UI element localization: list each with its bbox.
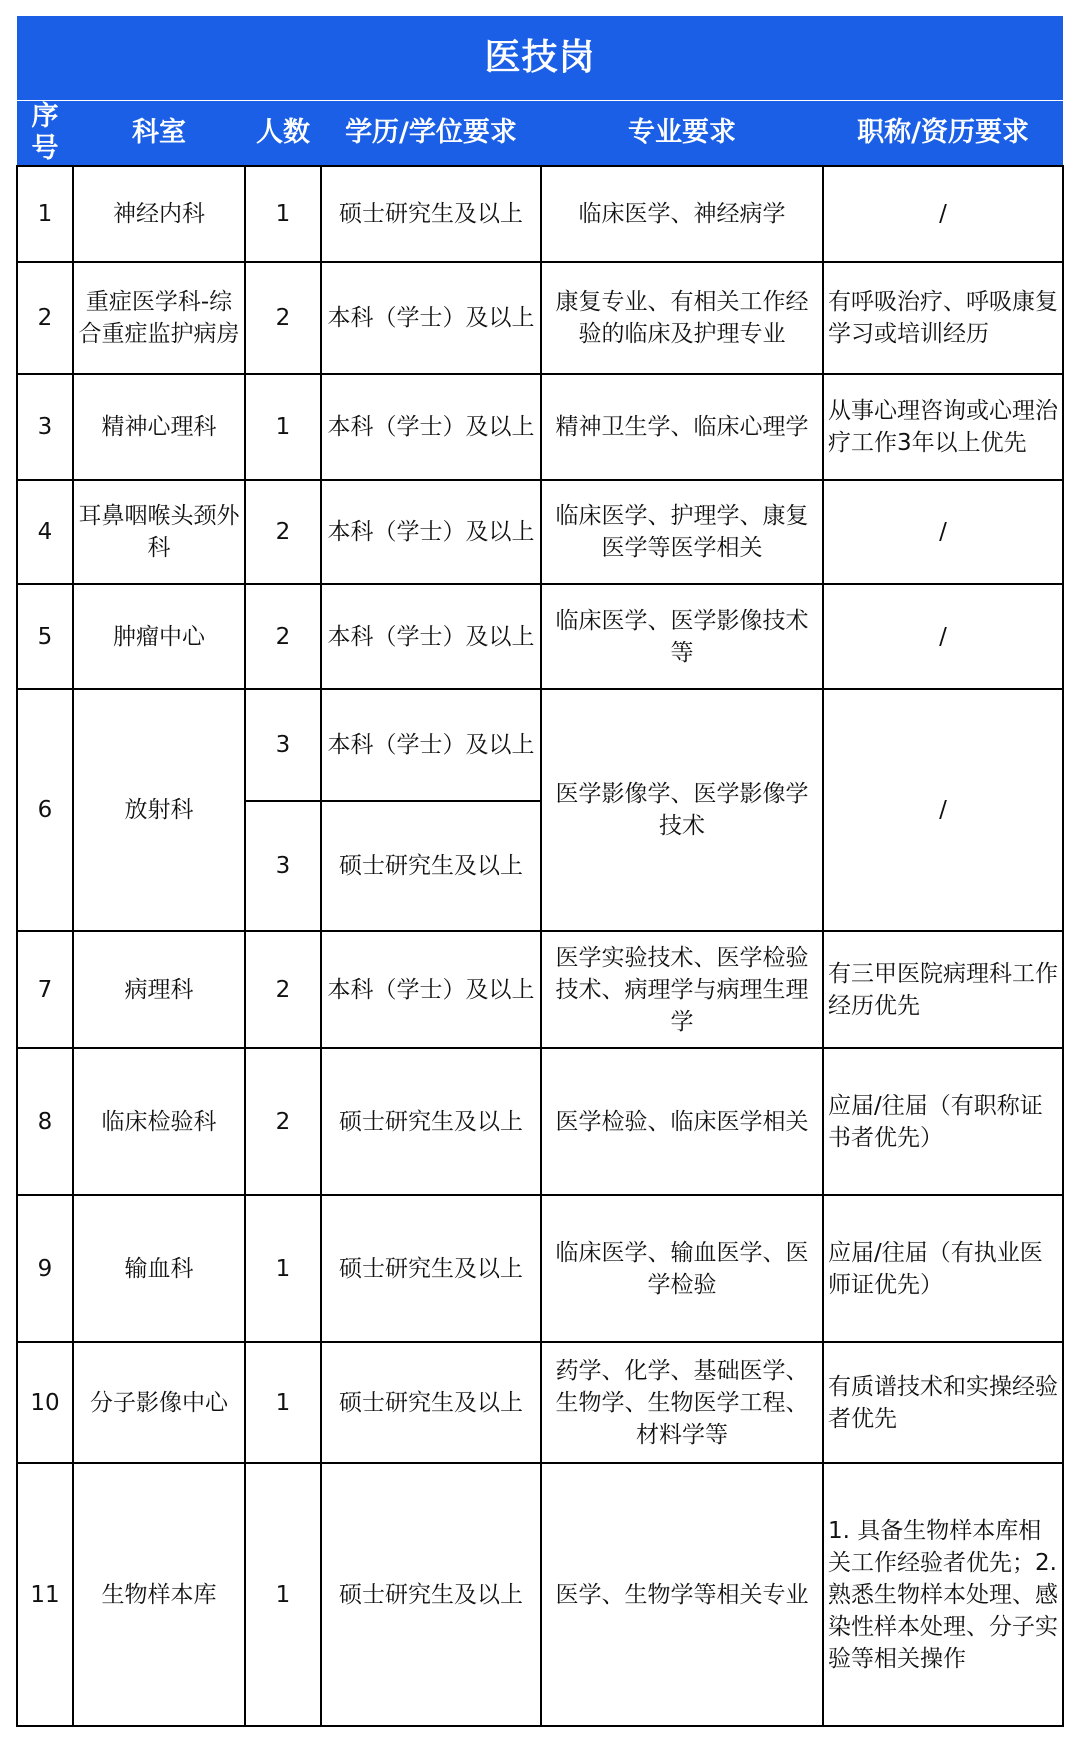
cell-count: 1 xyxy=(245,1195,321,1342)
cell-dept: 神经内科 xyxy=(73,166,245,262)
cell-title-requirement: 应届/往届（有执业医师证优先） xyxy=(823,1195,1063,1342)
cell-dept: 输血科 xyxy=(73,1195,245,1342)
cell-title-requirement: 有质谱技术和实操经验者优先 xyxy=(823,1342,1063,1463)
cell-education: 硕士研究生及以上 xyxy=(321,166,541,262)
recruitment-table-container xyxy=(16,16,1062,1727)
cell-major: 临床医学、护理学、康复医学等医学相关 xyxy=(541,480,823,584)
cell-major: 医学影像学、医学影像学技术 xyxy=(541,689,823,931)
cell-major: 医学检验、临床医学相关 xyxy=(541,1048,823,1195)
table-row xyxy=(17,1048,1063,1195)
cell-education: 本科（学士）及以上 xyxy=(321,584,541,689)
cell-education: 本科（学士）及以上 xyxy=(321,374,541,480)
cell-major: 医学、生物学等相关专业 xyxy=(541,1463,823,1726)
cell-education: 本科（学士）及以上 xyxy=(321,480,541,584)
cell-no: 11 xyxy=(17,1463,73,1726)
cell-major: 临床医学、神经病学 xyxy=(541,166,823,262)
cell-education: 本科（学士）及以上 xyxy=(321,689,541,801)
cell-dept: 临床检验科 xyxy=(73,1048,245,1195)
cell-no: 6 xyxy=(17,689,73,931)
cell-title-requirement: 应届/往届（有职称证书者优先） xyxy=(823,1048,1063,1195)
cell-count: 2 xyxy=(245,262,321,374)
cell-dept: 精神心理科 xyxy=(73,374,245,480)
cell-no: 1 xyxy=(17,166,73,262)
table-row xyxy=(17,166,1063,262)
table-row xyxy=(17,262,1063,374)
cell-major: 临床医学、医学影像技术等 xyxy=(541,584,823,689)
header-title-requirement: 职称/资历要求 xyxy=(823,101,1063,167)
cell-no: 5 xyxy=(17,584,73,689)
cell-count: 3 xyxy=(245,689,321,801)
cell-no: 9 xyxy=(17,1195,73,1342)
table-row xyxy=(17,584,1063,689)
header-major: 专业要求 xyxy=(541,101,823,167)
table-title: 医技岗 xyxy=(17,16,1063,101)
cell-count: 3 xyxy=(245,801,321,931)
cell-education: 本科（学士）及以上 xyxy=(321,262,541,374)
table-row xyxy=(17,931,1063,1048)
cell-count: 2 xyxy=(245,1048,321,1195)
header-education: 学历/学位要求 xyxy=(321,101,541,167)
table-row xyxy=(17,1342,1063,1463)
cell-title-requirement: 有呼吸治疗、呼吸康复学习或培训经历 xyxy=(823,262,1063,374)
cell-title-requirement: / xyxy=(823,166,1063,262)
table-row xyxy=(17,1195,1063,1342)
cell-no: 8 xyxy=(17,1048,73,1195)
recruitment-table xyxy=(16,16,1064,1727)
cell-dept: 生物样本库 xyxy=(73,1463,245,1726)
cell-dept: 重症医学科-综合重症监护病房 xyxy=(73,262,245,374)
header-dept: 科室 xyxy=(73,101,245,167)
cell-education: 硕士研究生及以上 xyxy=(321,801,541,931)
cell-no: 3 xyxy=(17,374,73,480)
cell-title-requirement: / xyxy=(823,480,1063,584)
cell-no: 2 xyxy=(17,262,73,374)
table-row xyxy=(17,480,1063,584)
cell-dept: 放射科 xyxy=(73,689,245,931)
cell-dept: 分子影像中心 xyxy=(73,1342,245,1463)
cell-count: 1 xyxy=(245,1463,321,1726)
cell-count: 2 xyxy=(245,480,321,584)
cell-major: 药学、化学、基础医学、生物学、生物医学工程、材料学等 xyxy=(541,1342,823,1463)
cell-no: 7 xyxy=(17,931,73,1048)
cell-major: 临床医学、输血医学、医学检验 xyxy=(541,1195,823,1342)
cell-education: 硕士研究生及以上 xyxy=(321,1342,541,1463)
cell-education: 本科（学士）及以上 xyxy=(321,931,541,1048)
cell-major: 精神卫生学、临床心理学 xyxy=(541,374,823,480)
cell-title-requirement: 从事心理咨询或心理治疗工作3年以上优先 xyxy=(823,374,1063,480)
cell-dept: 病理科 xyxy=(73,931,245,1048)
cell-dept: 耳鼻咽喉头颈外科 xyxy=(73,480,245,584)
cell-count: 2 xyxy=(245,931,321,1048)
cell-major: 医学实验技术、医学检验技术、病理学与病理生理学 xyxy=(541,931,823,1048)
cell-major: 康复专业、有相关工作经验的临床及护理专业 xyxy=(541,262,823,374)
header-no: 序号 xyxy=(17,101,73,167)
cell-title-requirement: 有三甲医院病理科工作经历优先 xyxy=(823,931,1063,1048)
cell-count: 1 xyxy=(245,1342,321,1463)
table-row xyxy=(17,1463,1063,1726)
cell-count: 1 xyxy=(245,374,321,480)
cell-title-requirement: / xyxy=(823,689,1063,931)
cell-no: 4 xyxy=(17,480,73,584)
cell-count: 1 xyxy=(245,166,321,262)
table-row xyxy=(17,689,1063,801)
cell-title-requirement: / xyxy=(823,584,1063,689)
cell-education: 硕士研究生及以上 xyxy=(321,1463,541,1726)
cell-education: 硕士研究生及以上 xyxy=(321,1048,541,1195)
cell-count: 2 xyxy=(245,584,321,689)
cell-education: 硕士研究生及以上 xyxy=(321,1195,541,1342)
cell-title-requirement: 1. 具备生物样本库相关工作经验者优先；2. 熟悉生物样本处理、感染性样本处理、分子实验等相关操作 xyxy=(823,1463,1063,1726)
header-count: 人数 xyxy=(245,101,321,167)
cell-no: 10 xyxy=(17,1342,73,1463)
cell-dept: 肿瘤中心 xyxy=(73,584,245,689)
table-row xyxy=(17,374,1063,480)
